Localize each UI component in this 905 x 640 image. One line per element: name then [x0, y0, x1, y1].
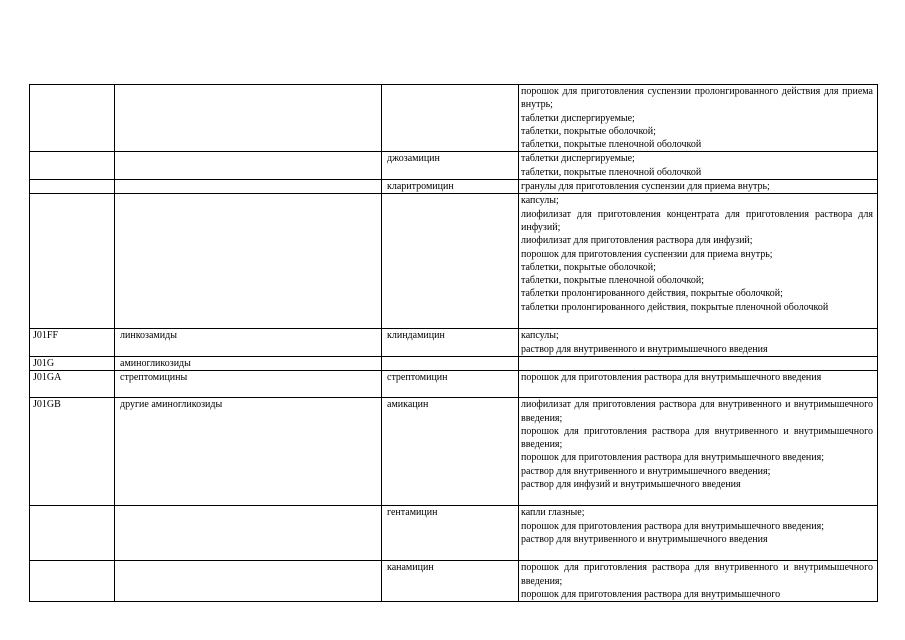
dosage-form-item: раствор для инфузий и внутримышечного введения: [521, 479, 741, 491]
dosage-forms-cell: [519, 85, 878, 152]
group-name-cell: [115, 85, 382, 152]
drug-name-cell: канамицин: [382, 561, 519, 602]
drug-name-cell: клиндамицин: [382, 329, 519, 357]
dosage-form-item: таблетки пролонгированного действия, покрытые пленочной оболочкой: [521, 301, 829, 313]
dosage-forms-cell: [519, 371, 878, 398]
drug-list-document: [29, 84, 877, 602]
dosage-form-item: капли глазные;: [521, 507, 585, 519]
dosage-forms-cell: [519, 194, 878, 329]
atc-code-cell: [30, 561, 115, 602]
drug-name-cell: кларитромицин: [382, 180, 519, 194]
dosage-forms-cell: [519, 561, 878, 602]
dosage-form-item: порошок для приготовления раствора для внутримышечного: [521, 588, 781, 600]
dosage-form-item: порошок для приготовления суспензии для приема внутрь;: [521, 248, 773, 260]
atc-code-cell: J01G: [30, 356, 115, 370]
drug-name-cell: [382, 356, 519, 370]
dosage-form-item: таблетки пролонгированного действия, покрытые оболочкой;: [521, 288, 783, 300]
drug-name-cell: стрептомицин: [382, 371, 519, 398]
dosage-form-item: лиофилизат для приготовления раствора для инфузий;: [521, 235, 753, 247]
dosage-form-item: порошок для приготовления раствора для внутримышечного введения;: [521, 520, 824, 532]
drug-table-body: [30, 85, 878, 602]
table-row: [30, 561, 878, 602]
dosage-forms-cell: [519, 506, 878, 561]
group-name-cell: аминогликозиды: [115, 356, 382, 370]
dosage-form-item: порошок для приготовления раствора для внутримышечного введения: [521, 372, 822, 384]
table-row: [30, 180, 878, 194]
dosage-form-item: таблетки, покрытые оболочкой;: [521, 125, 656, 137]
table-row: [30, 85, 878, 152]
group-name-cell: [115, 194, 382, 329]
dosage-forms-cell: [519, 329, 878, 357]
group-name-cell: [115, 152, 382, 180]
atc-code-cell: [30, 506, 115, 561]
dosage-form-item: таблетки, покрытые пленочной оболочкой: [521, 166, 702, 178]
dosage-form-item: таблетки, покрытые оболочкой;: [521, 261, 656, 273]
atc-code-cell: J01FF: [30, 329, 115, 357]
table-row: [30, 152, 878, 180]
table-row: [30, 356, 878, 370]
group-name-cell: линкозамиды: [115, 329, 382, 357]
atc-code-cell: J01GB: [30, 398, 115, 506]
atc-code-cell: [30, 180, 115, 194]
table-row: [30, 398, 878, 506]
table-row: [30, 371, 878, 398]
group-name-cell: [115, 506, 382, 561]
dosage-form-item: капсулы;: [521, 195, 559, 207]
dosage-form-item: капсулы;: [521, 330, 559, 342]
group-name-cell: стрептомицины: [115, 371, 382, 398]
table-row: [30, 194, 878, 329]
atc-code-cell: J01GA: [30, 371, 115, 398]
drug-table: [29, 84, 878, 602]
drug-name-cell: гентамицин: [382, 506, 519, 561]
dosage-form-item: лиофилизат для приготовления концентрата для приготовления раствора для инфузий;: [521, 208, 873, 233]
group-name-cell: [115, 180, 382, 194]
dosage-form-item: раствор для внутривенного и внутримышечного введения: [521, 533, 768, 545]
table-row: [30, 506, 878, 561]
dosage-forms-cell: [519, 356, 878, 370]
dosage-form-item: порошок для приготовления раствора для внутримышечного введения;: [521, 452, 824, 464]
atc-code-cell: [30, 152, 115, 180]
dosage-form-item: порошок для приготовления суспензии пролонгированного действия для приема внутрь;: [521, 86, 873, 111]
dosage-form-item: порошок для приготовления раствора для внутривенного и внутримышечного введения;: [521, 562, 873, 587]
dosage-forms-cell: [519, 398, 878, 506]
dosage-forms-cell: [519, 152, 878, 180]
dosage-form-item: таблетки диспергируемые;: [521, 153, 635, 165]
dosage-forms-cell: [519, 180, 878, 194]
atc-code-cell: [30, 194, 115, 329]
atc-code-cell: [30, 85, 115, 152]
dosage-form-item: таблетки, покрытые пленочной оболочкой: [521, 139, 702, 151]
drug-name-cell: [382, 194, 519, 329]
dosage-form-item: таблетки диспергируемые;: [521, 112, 635, 124]
dosage-form-item: порошок для приготовления раствора для внутривенного и внутримышечного введения;: [521, 425, 873, 451]
group-name-cell: [115, 561, 382, 602]
dosage-form-item: таблетки, покрытые пленочной оболочкой;: [521, 275, 705, 287]
dosage-form-item: гранулы для приготовления суспензии для приема внутрь;: [521, 181, 770, 193]
drug-name-cell: джозамицин: [382, 152, 519, 180]
dosage-form-item: раствор для внутривенного и внутримышечного введения;: [521, 465, 771, 477]
drug-name-cell: [382, 85, 519, 152]
dosage-form-item: раствор для внутривенного и внутримышечного введения: [521, 343, 768, 355]
table-row: [30, 329, 878, 357]
dosage-form-item: лиофилизат для приготовления раствора для внутривенного и внутримышечного введения;: [521, 399, 873, 424]
group-name-cell: другие аминогликозиды: [115, 398, 382, 506]
drug-name-cell: амикацин: [382, 398, 519, 506]
